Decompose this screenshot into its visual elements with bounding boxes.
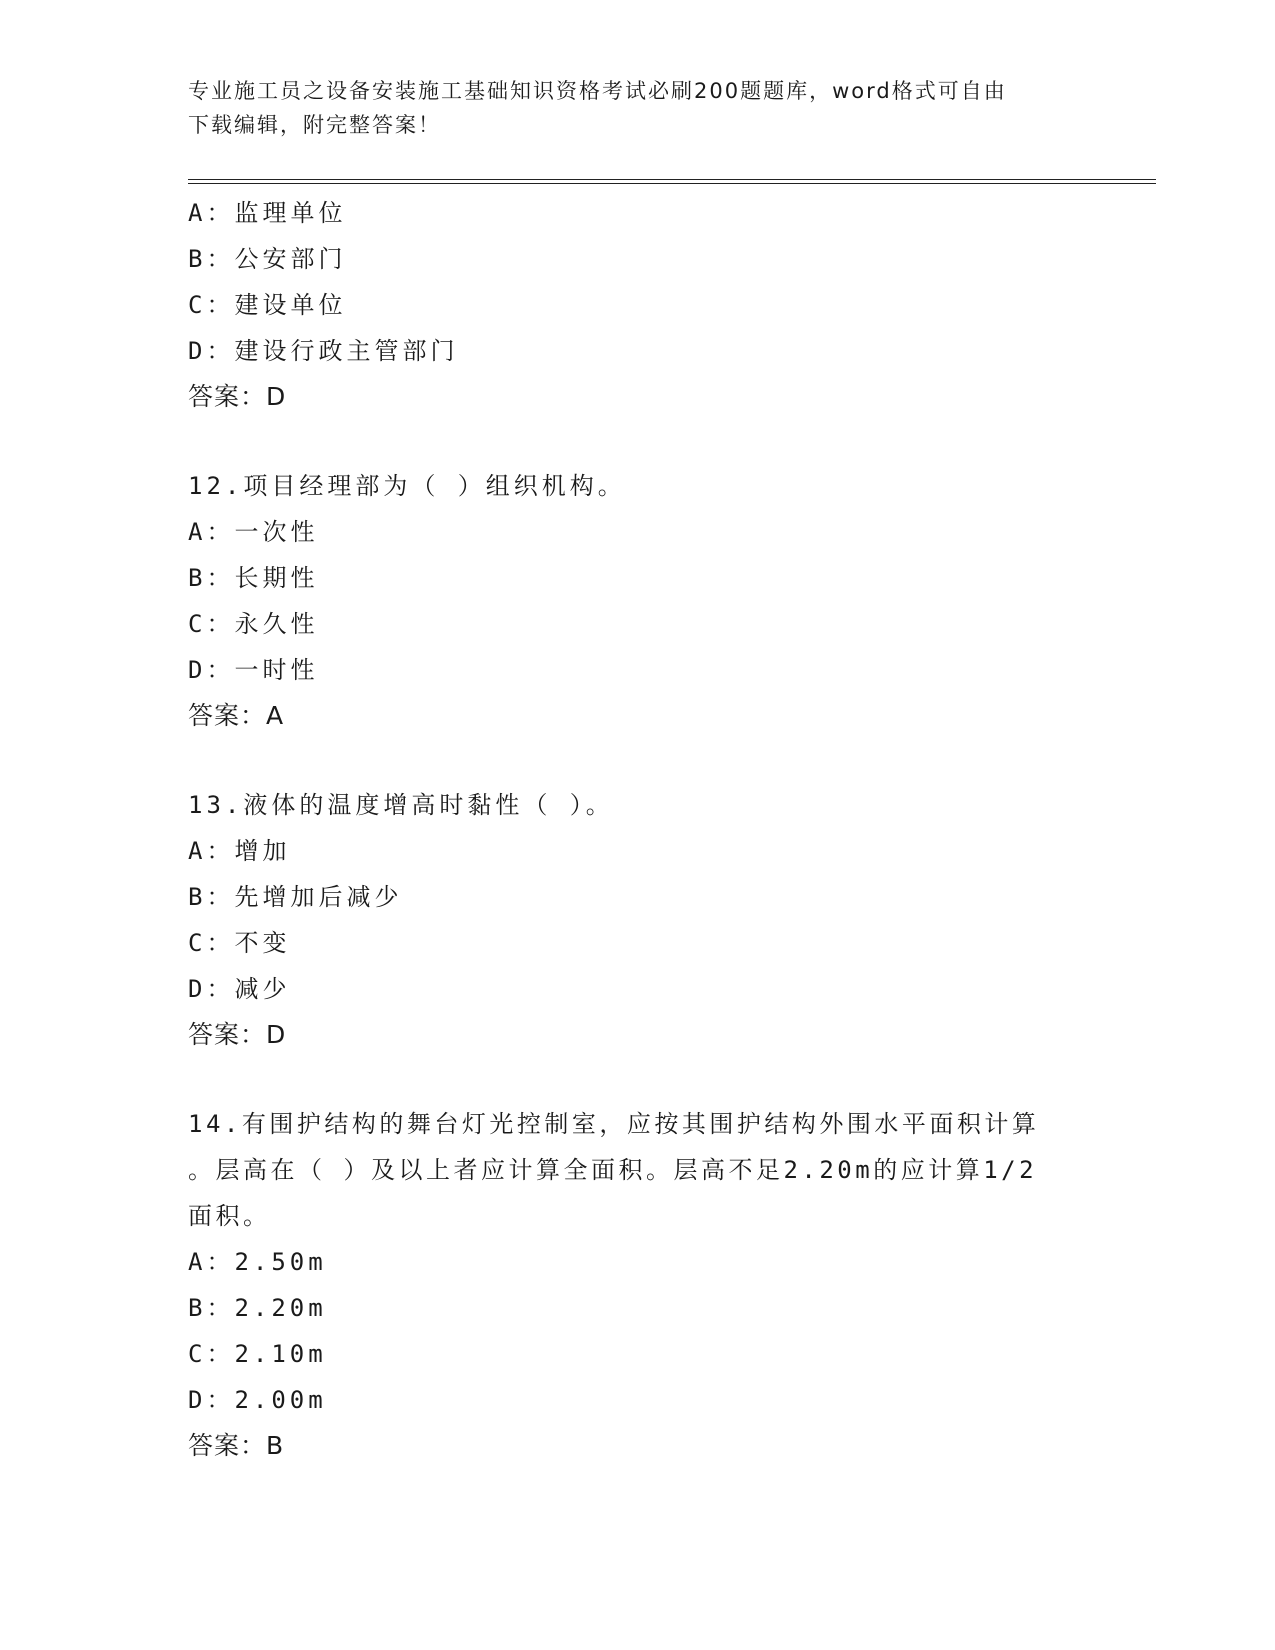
option-b: B：2.20m (188, 1294, 327, 1322)
question-13 (188, 782, 1088, 1058)
option-b: B：长期性 (188, 564, 319, 592)
answer: 答案：B (188, 1431, 285, 1460)
option-c: C：不变 (188, 929, 291, 957)
question-stem-line-2: 。层高在（ ）及以上者应计算全面积。层高不足2.20m的应计算1/2 (188, 1156, 1038, 1184)
document-header (188, 74, 1078, 142)
question-stem (188, 1101, 1078, 1239)
option-d: D：2.00m (188, 1386, 327, 1414)
option-c: C：2.10m (188, 1340, 327, 1368)
question-list (188, 190, 1088, 1469)
header-title-line-2: 下载编辑，附完整答案！ (188, 113, 441, 137)
question-stem-line-1: 14.有围护结构的舞台灯光控制室，应按其围护结构外围水平面积计算 (188, 1110, 1040, 1138)
question-stem: 12.项目经理部为（ ）组织机构。 (188, 472, 626, 500)
answer: 答案：D (188, 1020, 287, 1049)
option-a: A：监理单位 (188, 199, 347, 227)
option-c: C：建设单位 (188, 291, 347, 319)
answer: 答案：A (188, 701, 285, 730)
option-c: C：永久性 (188, 610, 319, 638)
option-a: A：增加 (188, 837, 291, 865)
option-d: D：一时性 (188, 656, 319, 684)
header-title-line-1: 专业施工员之设备安装施工基础知识资格考试必刷200题题库，word格式可自由 (188, 79, 1007, 103)
option-b: B：公安部门 (188, 245, 347, 273)
option-b: B：先增加后减少 (188, 883, 403, 911)
option-d: D：建设行政主管部门 (188, 337, 459, 365)
answer: 答案：D (188, 382, 287, 411)
question-stem-line-3: 面积。 (188, 1202, 271, 1230)
option-d: D：减少 (188, 975, 291, 1003)
header-divider (188, 179, 1156, 184)
option-a: A：2.50m (188, 1248, 327, 1276)
question-14 (188, 1101, 1088, 1469)
question-12 (188, 463, 1088, 739)
question-stem: 13.液体的温度增高时黏性（ ）。 (188, 791, 614, 819)
option-a: A：一次性 (188, 518, 319, 546)
question-11-tail (188, 190, 1088, 420)
